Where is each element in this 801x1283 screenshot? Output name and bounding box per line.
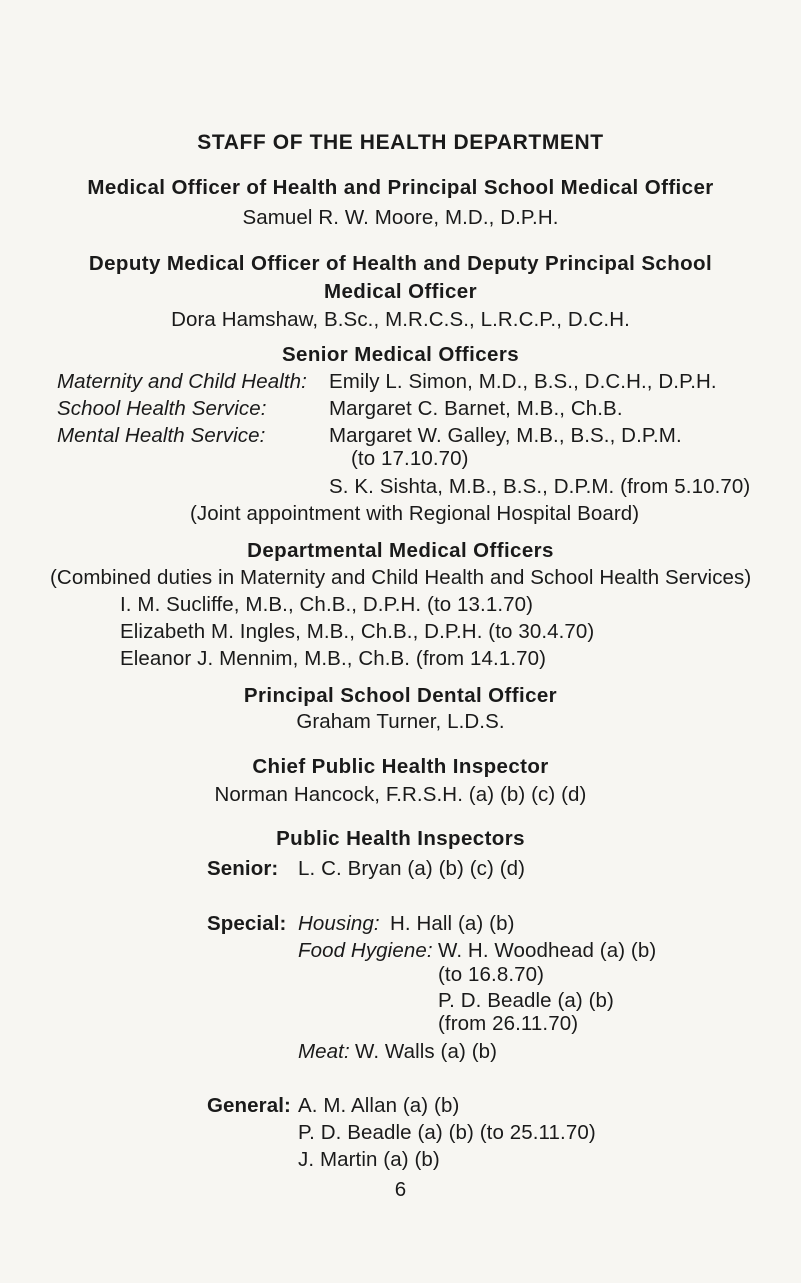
phi-general-name-1: A. M. Allan (a) (b): [298, 1094, 460, 1117]
phi-special-label: Special:: [207, 912, 287, 935]
deputy-heading-line2: Medical Officer: [324, 280, 477, 303]
senior-mo-heading: Senior Medical Officers: [281, 343, 520, 366]
deputy-heading-line1: Deputy Medical Officer of Health and Deputy Principal School: [88, 252, 713, 275]
moh-heading: Medical Officer of Health and Principal School Medical Officer: [87, 176, 714, 199]
phi-food-name-1: W. H. Woodhead (a) (b): [438, 939, 657, 962]
dental-name: Graham Turner, L.D.S.: [296, 710, 505, 733]
phi-general-name-2: P. D. Beadle (a) (b) (to 25.11.70): [298, 1121, 596, 1144]
sishta-name: S. K. Sishta, M.B., B.S., D.P.M. (from 5.10.70): [329, 475, 751, 498]
phi-food-label: Food Hygiene:: [298, 939, 433, 962]
page-number: 6: [394, 1178, 407, 1201]
page-title: STAFF OF THE HEALTH DEPARTMENT: [197, 131, 604, 154]
phi-general-label: General:: [207, 1094, 291, 1117]
departmental-name-2: Elizabeth M. Ingles, M.B., Ch.B., D.P.H. (to 30.4.70): [120, 620, 595, 643]
phi-meat-name: W. Walls (a) (b): [355, 1040, 498, 1063]
chief-phi-heading: Chief Public Health Inspector: [252, 755, 549, 778]
phi-heading: Public Health Inspectors: [276, 827, 525, 850]
senior-mo-label-school: School Health Service:: [57, 397, 267, 420]
phi-meat-label: Meat:: [298, 1040, 350, 1063]
departmental-note: (Combined duties in Maternity and Child Health and School Health Services): [50, 566, 752, 589]
chief-phi-name: Norman Hancock, F.R.S.H. (a) (b) (c) (d): [214, 783, 587, 806]
phi-housing-name: H. Hall (a) (b): [390, 912, 515, 935]
senior-mo-name-school: Margaret C. Barnet, M.B., Ch.B.: [329, 397, 623, 420]
senior-mo-label-mental: Mental Health Service:: [57, 424, 266, 447]
phi-food-name-2: P. D. Beadle (a) (b): [438, 989, 614, 1012]
deputy-name: Dora Hamshaw, B.Sc., M.R.C.S., L.R.C.P., D.C.H.: [171, 308, 630, 331]
dental-heading: Principal School Dental Officer: [243, 684, 558, 707]
joint-appointment-note: (Joint appointment with Regional Hospital Board): [190, 502, 640, 525]
departmental-name-3: Eleanor J. Mennim, M.B., Ch.B. (from 14.1.70): [120, 647, 547, 670]
phi-general-name-3: J. Martin (a) (b): [298, 1148, 440, 1171]
phi-senior-label: Senior:: [207, 857, 279, 880]
senior-mo-name-mental: Margaret W. Galley, M.B., B.S., D.P.M.: [329, 424, 682, 447]
phi-food-date-1: (to 16.8.70): [438, 963, 545, 986]
galley-date: (to 17.10.70): [351, 447, 469, 470]
departmental-name-1: I. M. Sucliffe, M.B., Ch.B., D.P.H. (to 13.1.70): [120, 593, 534, 616]
moh-name: Samuel R. W. Moore, M.D., D.P.H.: [242, 206, 559, 229]
phi-housing-label: Housing:: [298, 912, 380, 935]
phi-senior-name: L. C. Bryan (a) (b) (c) (d): [298, 857, 526, 880]
senior-mo-name-maternity: Emily L. Simon, M.D., B.S., D.C.H., D.P.H.: [329, 370, 717, 393]
senior-mo-label-maternity: Maternity and Child Health:: [57, 370, 307, 393]
phi-food-date-2: (from 26.11.70): [438, 1012, 579, 1035]
departmental-heading: Departmental Medical Officers: [247, 539, 554, 562]
